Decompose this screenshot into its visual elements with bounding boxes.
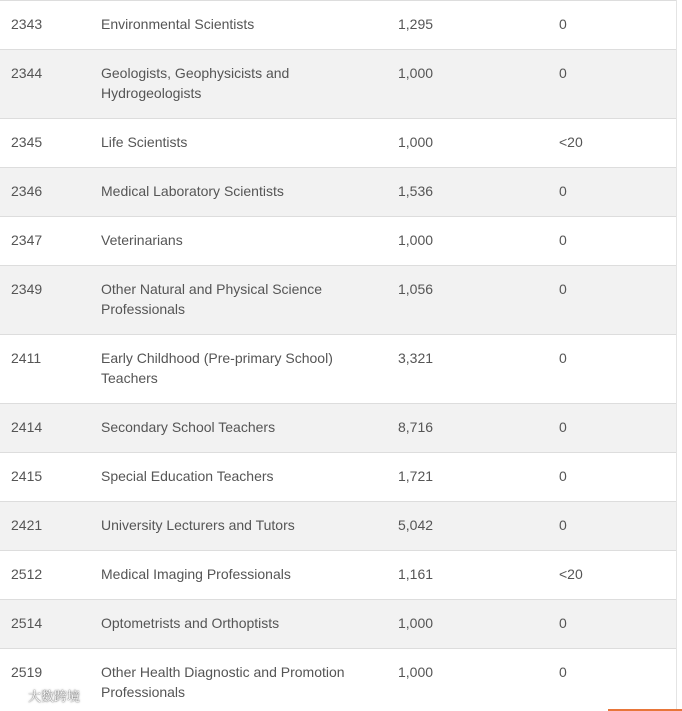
occupation-number: 1,161 [398,566,434,582]
occupation-name: University Lecturers and Tutors [101,517,295,533]
occupation-number: 3,321 [398,350,434,366]
occupation-code: 2512 [11,566,43,582]
table-row [0,216,676,265]
occupation-value: 0 [559,183,567,199]
occupation-name: Secondary School Teachers [101,419,276,435]
occupation-name: Optometrists and Orthoptists [101,615,280,631]
table-row [0,265,676,334]
occupation-name: Other Health Diagnostic and Promotion Professionals [101,664,345,700]
occupation-value: 0 [559,350,567,366]
table-row [0,0,676,49]
occupation-name: Medical Laboratory Scientists [101,183,284,199]
table-row [0,599,676,648]
occupation-number: 1,536 [398,183,434,199]
occupation-code: 2519 [11,664,43,680]
occupation-number: 1,000 [398,65,434,81]
table-row [0,334,676,403]
occupation-value: 0 [559,16,567,32]
occupation-value: 0 [559,468,567,484]
occupation-number: 1,000 [398,615,434,631]
table-row [0,501,676,550]
occupation-code: 2347 [11,232,43,248]
occupation-number: 1,000 [398,134,434,150]
table-row [0,550,676,599]
occupation-number: 8,716 [398,419,434,435]
occupation-name: Other Natural and Physical Science Professionals [101,281,322,317]
occupation-code: 2346 [11,183,43,199]
occupation-name: Medical Imaging Professionals [101,566,291,582]
table-row [0,49,676,118]
occupation-code: 2514 [11,615,43,631]
occupation-value: <20 [559,566,583,582]
occupation-number: 1,295 [398,16,434,32]
occupation-name: Veterinarians [101,232,183,248]
weibo-icon [7,687,25,705]
occupation-value: 0 [559,517,567,533]
table-row [0,452,676,501]
occupation-name: Early Childhood (Pre-primary School) Teachers [101,350,333,386]
occupation-name: Special Education Teachers [101,468,274,484]
occupation-number: 1,000 [398,664,434,680]
occupation-value: 0 [559,232,567,248]
table-row [0,118,676,167]
occupation-number: 1,000 [398,232,434,248]
occupation-code: 2344 [11,65,43,81]
occupation-name: Life Scientists [101,134,188,150]
occupation-code: 2414 [11,419,43,435]
occupation-number: 1,721 [398,468,434,484]
occupation-code: 2343 [11,16,43,32]
occupation-value: 0 [559,281,567,297]
occupation-code: 2345 [11,134,43,150]
occupation-value: <20 [559,134,583,150]
occupation-code: 2411 [11,350,42,366]
occupation-value: 0 [559,615,567,631]
occupation-number: 1,056 [398,281,434,297]
occupation-code: 2349 [11,281,43,297]
table-row [0,403,676,452]
watermark-text: 大数跨境 [28,689,81,704]
occupation-name: Geologists, Geophysicists and Hydrogeologists [101,65,290,101]
occupation-value: 0 [559,65,567,81]
occupation-code: 2415 [11,468,43,484]
table-row [0,167,676,216]
occupation-number: 5,042 [398,517,434,533]
occupation-name: Environmental Scientists [101,16,255,32]
table-row [0,648,676,711]
watermark [7,686,80,705]
occupation-value: 0 [559,419,567,435]
occupation-code: 2421 [11,517,43,533]
occupation-value: 0 [559,664,567,680]
